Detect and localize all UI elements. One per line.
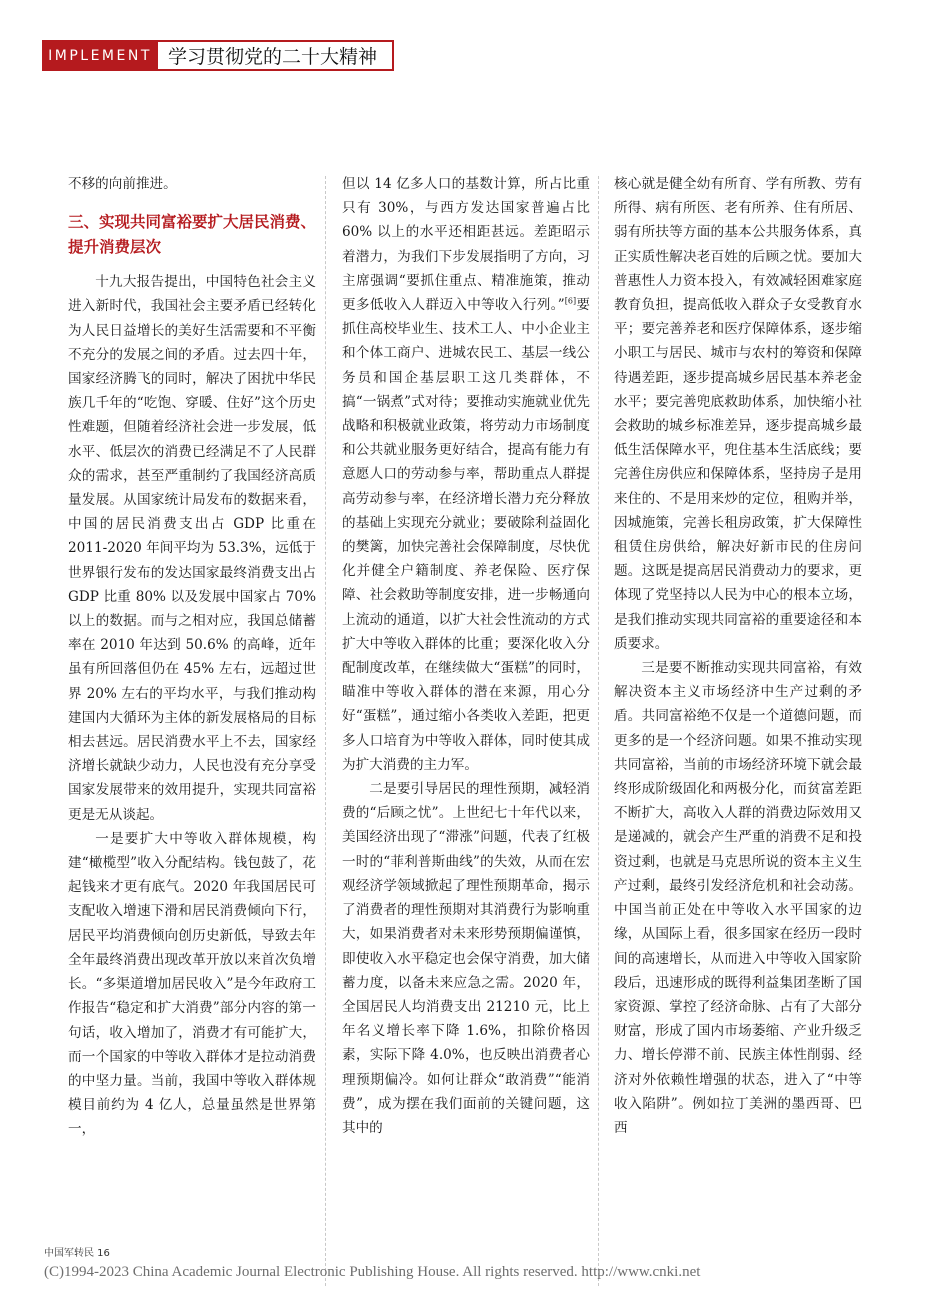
paragraph: 十九大报告提出，中国特色社会主义进入新时代，我国社会主要矛盾已经转化为人民日益增长的美好生活需要和不平衡不充分的发展之间的矛盾。过去四十年，国家经济腾飞的同时，解决了困扰中华民族几千年的“吃饱、穿暖、住好”这个历史性难题，但随着经济社会进一步发展，低水平、低层次的消费已经满足不了人民群众的需求，甚至严重制约了我国经济高质量发展。从国家统计局发布的数据来看，中国的居民消费支出占 GDP 比重在 2011-2020 年间平均为 53.3%，远低于世界银行发布的发达国家最终消费支出占 GDP 比重 80% 以及发展中国家占 70% 以上的数据。而与之相对应，我国总储蓄率在 2010 年达到 50.6% 的高峰，近年虽有所回落但仍在 45% 左右，远超过世界 20% 左右的平均水平，与我们推动构建国内大循环为主体的新发展格局的目标相去甚远。居民消费水平上不去，国家经济增长就缺少动力，人民也没有充分享受国家发展带来的效用提升，实现共同富裕更是无从谈起。 [68, 274, 316, 823]
paragraph: 核心就是健全幼有所育、学有所教、劳有所得、病有所医、老有所养、住有所居、弱有所扶等方面的基本公共服务体系，真正实质性解决老百姓的后顾之忧。要加大普惠性人力资本投入，有效减轻困难家庭教育负担，提高低收入群众子女受教育水平；要完善养老和医疗保障体系，逐步缩小职工与居民、城市与农村的筹资和保障待遇差距，逐步提高城乡居民基本养老金水平；要完善兜底救助体系，加快缩小社会救助的城乡标准差异，逐步提高城乡最低生活保障水平，兜住基本生活底线；要完善住房供应和保障体系，坚持房子是用来住的、不是用来炒的定位，租购并举，因城施策，完善长租房政策，扩大保障性租赁住房供给，解决好新市民的住房问题。这既是提高居民消费动力的要求，更体现了党坚持以人民为中心的根本立场，是我们推动实现共同富裕的重要途径和本质要求。 [614, 176, 862, 652]
section-heading: 三、实现共同富裕要扩大居民消费、提升消费层次 [68, 213, 317, 257]
header-title: 学习贯彻党的二十大精神 [158, 40, 394, 71]
copyright-footer: (C)1994-2023 China Academic Journal Electronic Publishing House. All rights reserved. http://www.cnki.net [44, 1264, 701, 1280]
paragraph: 一是要扩大中等收入群体规模，构建“橄榄型”收入分配结构。钱包鼓了，花起钱来才更有底气。2020 年我国居民可支配收入增速下滑和居民消费倾向下行，居民平均消费倾向创历史新低，导致去年全年最终消费出现改革开放以来首次负增长。“多渠道增加居民收入”是今年政府工作报告“稳定和扩大消费”部分内容的第一句话，收入增加了，消费才有可能扩大，而一个国家的中等收入群体才是拉动消费的中坚力量。当前，我国中等收入群体规模目前约为 4 亿人，总量虽然是世界第一， [68, 830, 316, 1138]
section-header [42, 40, 394, 71]
citation-ref: [6] [564, 296, 577, 306]
paragraph-text: 但以 14 亿多人口的基数计算，所占比重只有 30%，与西方发达国家普遍占比 60% 以上的水平还相距甚远。差距昭示着潜力，为我们下步发展指明了方向，习主席强调“要抓住重点、精准施策，推动更多低收入人群迈入中等收入行列。” [342, 176, 590, 314]
paragraph [342, 172, 590, 777]
paragraph: 不移的向前推进。 [68, 176, 177, 192]
header-tag: IMPLEMENT [42, 40, 158, 71]
column-divider [325, 176, 326, 1286]
paragraph: 二是要引导居民的理性预期，减轻消费的“后顾之忧”。上世纪七十年代以来，美国经济出现了“滞涨”问题，代表了红极一时的“菲利普斯曲线”的失效，从而在宏观经济学领域掀起了理性预期革命，揭示了消费者的理性预期对其消费行为影响重大，如果消费者对未来形势预期偏谨慎，即使收入水平稳定也会保守消费，加大储蓄力度，以备未来应急之需。2020 年，全国居民人均消费支出 21210 元，比上年名义增长率下降 1.6%，扣除价格因素，实际下降 4.0%，也反映出消费者心理预期偏冷。如何让群众“敢消费”“能消费”，成为摆在我们面前的关键问题，这其中的 [342, 781, 590, 1136]
paragraph-text: 要抓住高校毕业生、技术工人、中小企业主和个体工商户、进城农民工、基层一线公务员和国企基层职工这几类群体，不搞“一锅煮”式对待；要推动实施就业优先战略和积极就业政策，将劳动力市场制度和公共就业服务更好结合，提高有能力有意愿人口的劳动参与率，帮助重点人群提高劳动参与率，在经济增长潜力充分释放的基础上实现充分就业；要破除利益固化的樊篱，加快完善社会保障制度，尽快优化并健全户籍制度、养老保险、医疗保障、社会救助等制度安排，进一步畅通向上流动的通道，以扩大社会性流动的方式扩大中等收入群体的比重；要深化收入分配制度改革，在继续做大“蛋糕”的同时，瞄准中等收入群体的潜在来源，用心分好“蛋糕”，通过缩小各类收入差距，把更多人口培育为中等收入群体，同时使其成为扩大消费的主力军。 [342, 297, 591, 773]
text-column-1 [68, 172, 316, 1142]
text-column-2 [342, 172, 590, 1140]
text-column-3 [614, 172, 862, 1140]
page-number: 中国军转民 16 [44, 1248, 110, 1259]
paragraph: 三是要不断推动实现共同富裕，有效解决资本主义市场经济中生产过剩的矛盾。共同富裕绝不仅是一个道德问题，而更多的是一个经济问题。如果不推动实现共同富裕，当前的市场经济环境下就会最终形成阶级固化和两极分化，而贫富差距不断扩大，高收入人群的消费边际效用又是递减的，就会产生严重的消费不足和投资过剩，也就是马克思所说的资本主义生产过剩，最终引发经济危机和社会动荡。中国当前正处在中等收入水平国家的边缘，从国际上看，很多国家在经历一段时间的高速增长，从而进入中等收入国家阶段后，迅速形成的既得利益集团垄断了国家资源、掌控了经济命脉、占有了大部分财富，形成了国内市场萎缩、产业升级乏力、增长停滞不前、民族主体性削弱、经济对外依赖性增强的状态，进入了“中等收入陷阱”。例如拉丁美洲的墨西哥、巴西 [614, 660, 862, 1136]
column-divider [598, 176, 599, 1286]
